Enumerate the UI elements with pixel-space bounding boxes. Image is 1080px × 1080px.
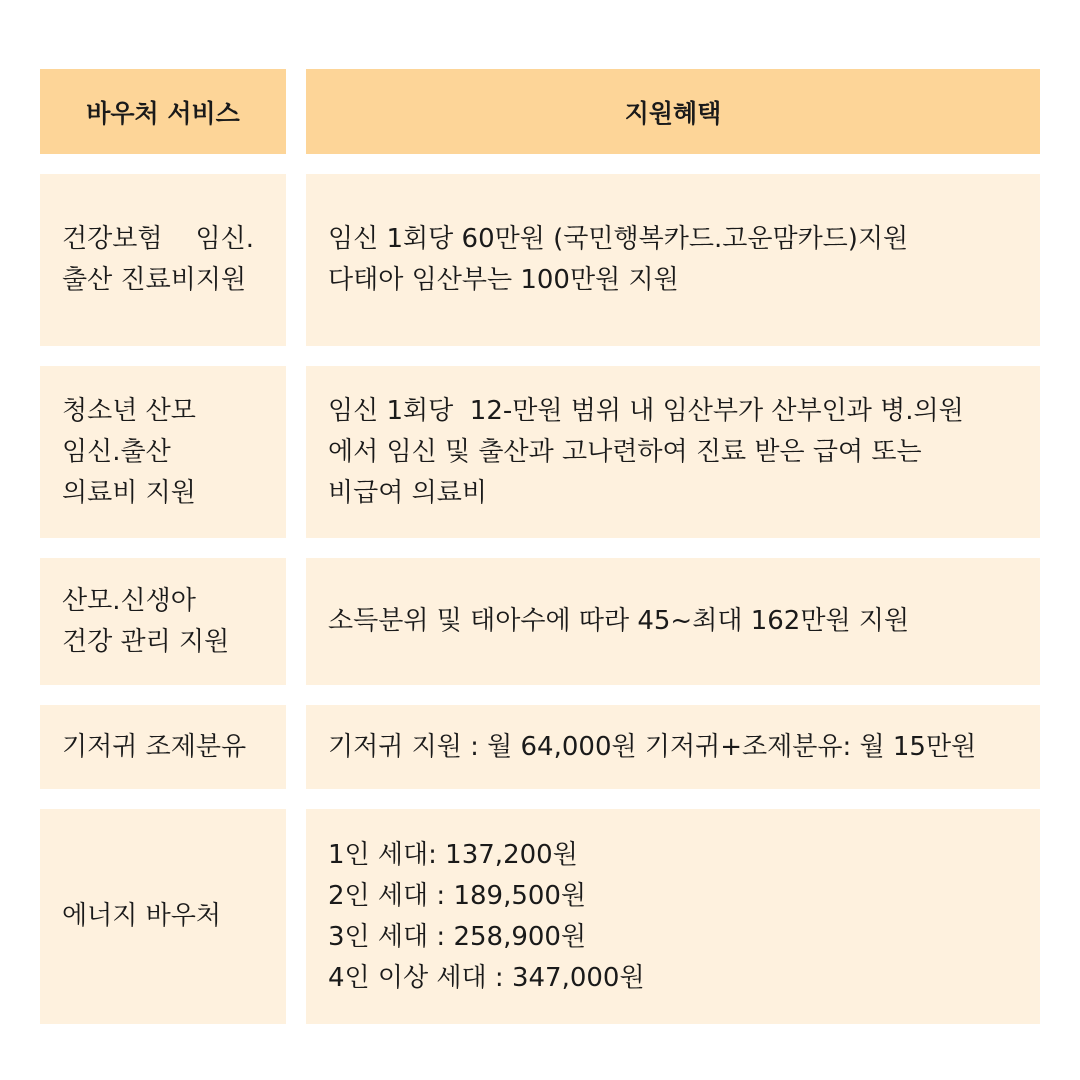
benefit-cell: [306, 366, 1040, 538]
service-line: 기저귀 조제분유: [62, 731, 247, 762]
header-cell-benefit: [306, 69, 1040, 154]
service-line: 건강보험 임신.: [62, 224, 255, 254]
table-header-row: [40, 69, 1040, 154]
service-cell: [40, 174, 286, 346]
service-line: 청소년 산모: [62, 395, 196, 426]
benefit-line: 3인 세대 : 258,900원: [328, 921, 587, 952]
benefit-line: 소득분위 및 태아수에 따라 45~최대 162만원 지원: [328, 606, 910, 636]
service-line: 출산 진료비지원: [62, 265, 247, 295]
service-line: 임신.출산: [62, 436, 171, 467]
table-row: [40, 809, 1040, 1024]
benefit-line: 1인 세대: 137,200원: [328, 839, 578, 870]
service-cell: [40, 705, 286, 789]
service-line: 산모.신생아: [62, 585, 196, 616]
header-cell-service: [40, 69, 286, 154]
service-cell: [40, 558, 286, 685]
service-cell: [40, 809, 286, 1024]
service-line: 건강 관리 지원: [62, 626, 230, 657]
benefit-cell: [306, 705, 1040, 789]
benefit-line: 임신 1회당 60만원 (국민행복카드.고운맘카드)지원: [328, 224, 909, 254]
table-row: [40, 174, 1040, 346]
header-service-label: 바우처 서비스: [86, 98, 240, 128]
benefit-cell: [306, 809, 1040, 1024]
service-cell: [40, 366, 286, 538]
benefit-line: 4인 이상 세대 : 347,000원: [328, 962, 645, 993]
table-row: [40, 366, 1040, 538]
benefit-cell: [306, 558, 1040, 685]
benefit-line: 2인 세대 : 189,500원: [328, 880, 587, 911]
benefit-line: 비급여 의료비: [328, 477, 487, 508]
table-row: [40, 558, 1040, 685]
benefit-line: 기저귀 지원 : 월 64,000원 기저귀+조제분유: 월 15만원: [328, 731, 977, 762]
benefit-cell: [306, 174, 1040, 346]
benefit-line: 다태아 임산부는 100만원 지원: [328, 265, 679, 295]
service-line: 에너지 바우처: [62, 901, 221, 931]
benefit-line: 에서 임신 및 출산과 고나련하여 진료 받은 급여 또는: [328, 436, 922, 467]
table-row: [40, 705, 1040, 789]
header-benefit-label: 지원혜택: [624, 98, 722, 128]
benefit-line: 임신 1회당 12-만원 범위 내 임산부가 산부인과 병.의원: [328, 395, 964, 426]
service-line: 의료비 지원: [62, 477, 196, 508]
